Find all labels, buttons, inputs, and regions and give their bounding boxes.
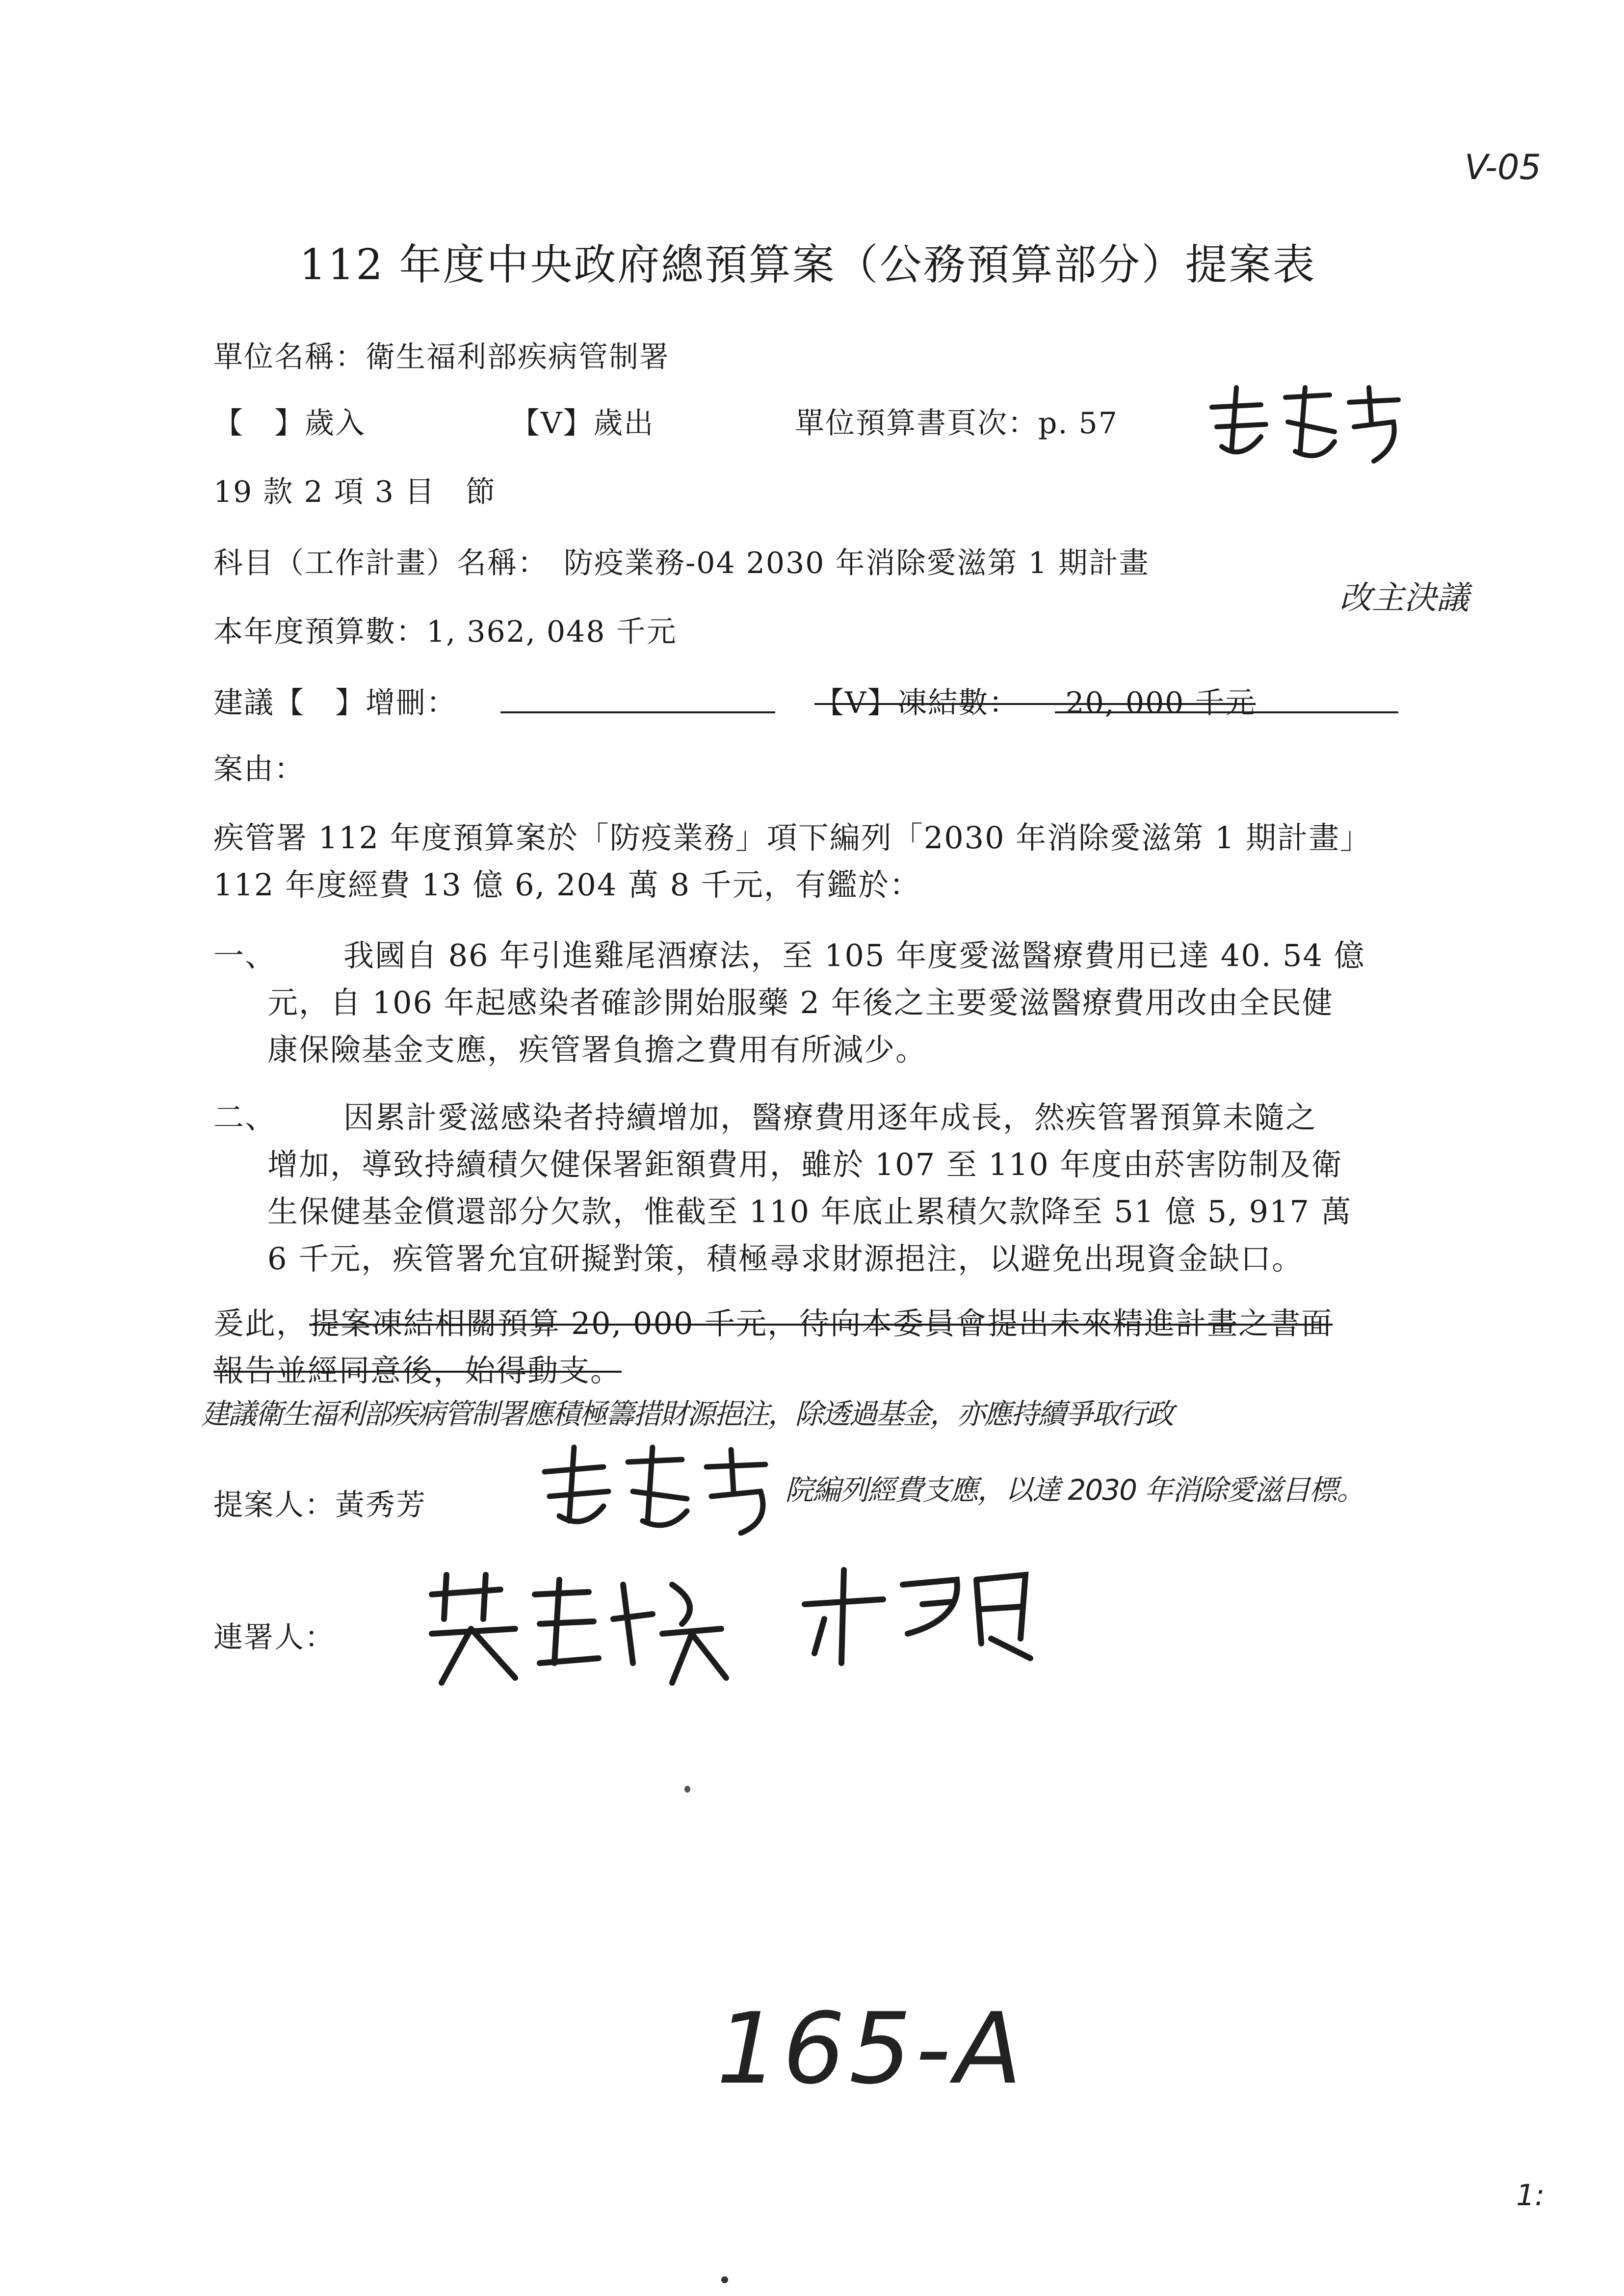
signature-cosigner-2 [795,1560,1040,1668]
intro-line: 112 年度經費 13 億 6, 204 萬 8 千元，有鑑於： [213,867,921,903]
freeze-underline [1055,711,1398,713]
item-text: 我國自 86 年引進雞尾酒療法，至 105 年度愛滋醫療費用已達 40. 54 億 [343,938,1365,973]
scan-speck [684,1786,690,1793]
subject-name: 科目（工作計畫）名稱： 防疫業務-04 2030 年消除愛滋第 1 期計畫 [213,546,1150,580]
item-number: 二、 [213,1099,277,1135]
annotation-resolution: 改主決議 [1339,579,1469,617]
proposal-adjust: 建議【 】增刪： [213,686,457,720]
proposer-label: 提案人：黃秀芳 [213,1488,426,1522]
conclusion-struck: 提案凍結相關預算 20, 000 千元，待向本委員會提出未來精進計畫之書面 [309,1305,1333,1341]
conclusion-prefix: 爰此， [213,1305,308,1341]
signature-proposer [530,1437,775,1536]
expenditure-checkbox: 【V】歲出 [510,406,655,441]
page-number: 165-A [716,1992,1026,2106]
handwritten-amendment: 院編列經費支應，以達 2030 年消除愛滋目標。 [785,1473,1364,1507]
budget-page: 單位預算書頁次：p. 57 [795,406,1118,441]
item-text: 因累計愛滋感染者持續增加，醫療費用逐年成長，然疾管署預算未隨之 [343,1099,1317,1135]
cosigner-label: 連署人： [213,1620,335,1655]
page-title: 112 年度中央政府總預算案（公務預算部分）提案表 [299,240,1316,289]
budget-amount: 本年度預算數：1, 362, 048 千元 [213,615,677,649]
corner-mark: 1: [1516,2178,1545,2213]
signature-cosigner-1 [417,1565,736,1693]
item-text: 生保健基金償還部分欠款，惟截至 110 年底止累積欠款降至 51 億 5, 917 萬 [267,1194,1352,1229]
unit-name: 單位名稱：衛生福利部疾病管制署 [213,340,670,374]
freeze-amount-struck: 【V】凍結數： 20, 000 千元 [814,686,1256,720]
conclusion-struck: 報告並經同意後，始得動支。 [213,1353,622,1388]
scan-speck [721,2276,728,2283]
revenue-checkbox: 【 】歲入 [213,406,366,441]
handwritten-amendment: 建議衛生福利部疾病管制署應積極籌措財源挹注，除透過基金，亦應持續爭取行政 [201,1397,1173,1431]
case-label: 案由： [213,752,305,786]
page-code: V-05 [1465,147,1542,187]
intro-line: 疾管署 112 年度預算案於「防疫業務」項下編列「2030 年消除愛滋第 1 期計畫」 [213,820,1372,856]
item-text: 6 千元，疾管署允宜研擬對策，積極尋求財源挹注，以避免出現資金缺口。 [267,1241,1304,1277]
item-text: 康保險基金支應，疾管署負擔之費用有所減少。 [267,1032,927,1068]
signature-top [1202,378,1408,466]
blank-line [500,711,775,713]
item-text: 增加，導致持續積欠健保署鉅額費用，雖於 107 至 110 年度由菸害防制及衛 [267,1147,1343,1182]
item-number: 一、 [213,938,277,973]
item-text: 元，自 106 年起感染者確診開始服藥 2 年後之主要愛滋醫療費用改由全民健 [267,985,1334,1020]
budget-section: 19 款 2 項 3 目 節 [213,475,497,509]
